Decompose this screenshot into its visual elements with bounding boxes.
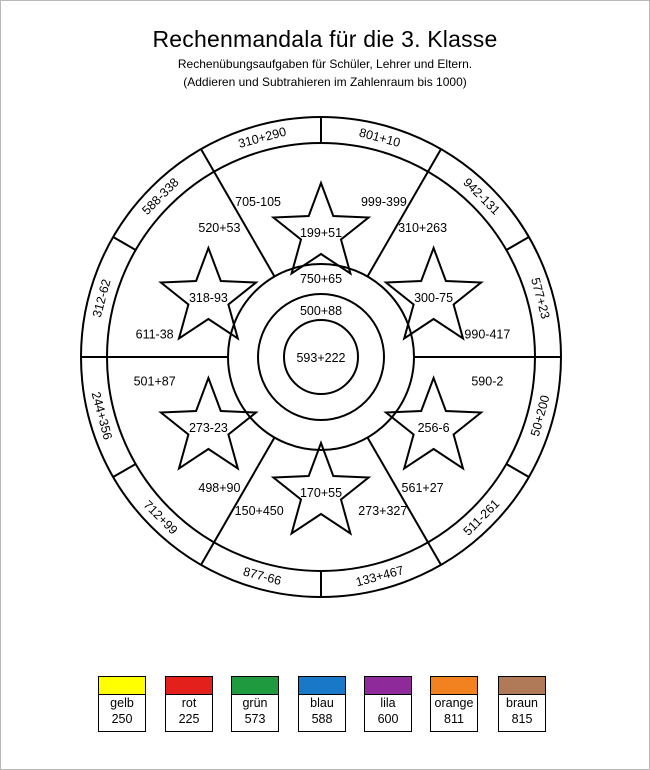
page-title: Rechenmandala für die 3. Klasse <box>152 26 498 52</box>
star-task: 273-23 <box>188 421 228 435</box>
outer-ring-task: 511-261 <box>460 496 503 539</box>
outer-ring-task: 50+200 <box>528 393 553 438</box>
color-name: gelb <box>110 696 134 710</box>
outer-ring-task: 942-131 <box>460 175 503 218</box>
sector-task: 310+263 <box>398 220 448 235</box>
outer-ring-task: 133+467 <box>354 563 406 590</box>
sector-task: 501+87 <box>133 374 176 389</box>
legend-item-blau <box>298 676 346 732</box>
color-swatch <box>166 677 212 695</box>
outer-ring-task: 712+99 <box>140 497 181 538</box>
star-task: 256-6 <box>417 421 450 435</box>
color-swatch <box>431 677 477 695</box>
outer-ring-task: 310+290 <box>236 124 288 151</box>
color-value: 815 <box>511 712 533 726</box>
outer-ring-divider <box>506 237 529 250</box>
subtitle-line-1: Rechenübungsaufgaben für Schüler, Lehrer und Eltern. <box>177 57 473 71</box>
outer-ring-divider <box>506 464 529 477</box>
color-value: 573 <box>244 712 266 726</box>
sector-task: 520+53 <box>198 220 241 235</box>
star-task: 318-93 <box>188 291 228 305</box>
star-task: 300-75 <box>414 291 454 305</box>
sector-task: 150+450 <box>234 503 284 518</box>
color-value: 250 <box>111 712 133 726</box>
color-value: 811 <box>444 712 464 726</box>
sector-task: 590-2 <box>471 374 504 389</box>
color-name: orange <box>434 696 474 710</box>
outer-ring-divider <box>113 237 136 250</box>
legend-item-gruen <box>231 676 279 732</box>
color-value: 588 <box>311 712 333 726</box>
middle-ring-task: 500+88 <box>299 304 343 318</box>
color-swatch <box>365 677 411 695</box>
outer-ring-task: 588-338 <box>139 175 182 218</box>
color-legend <box>0 676 650 736</box>
star-task: 170+55 <box>299 486 343 500</box>
color-name: braun <box>506 696 538 710</box>
sector-task: 611-38 <box>135 327 174 342</box>
outer-ring-task: 244+356 <box>88 390 115 442</box>
center-ring-task: 750+65 <box>299 272 343 286</box>
sector-task: 498+90 <box>198 481 241 496</box>
color-name: lila <box>380 696 396 710</box>
subtitle-line-2: (Addieren und Subtrahieren im Zahlenraum bis 1000) <box>183 75 467 89</box>
color-swatch <box>232 677 278 695</box>
outer-ring-divider <box>113 464 136 477</box>
outer-ring-task: 877-66 <box>241 564 283 589</box>
legend-item-orange <box>430 676 478 732</box>
color-name: blau <box>310 696 334 710</box>
legend-item-braun <box>498 676 546 732</box>
star-task: 199+51 <box>299 226 343 240</box>
sector-task: 273+327 <box>358 503 408 518</box>
outer-ring-divider <box>428 149 441 172</box>
color-swatch <box>99 677 145 695</box>
outer-ring-divider <box>201 149 214 172</box>
sector-task: 705-105 <box>235 195 282 210</box>
color-value: 600 <box>377 712 399 726</box>
core-task: 593+222 <box>296 351 346 365</box>
sector-task: 561+27 <box>401 481 444 496</box>
outer-ring-task: 801+10 <box>357 125 402 150</box>
outer-ring-divider <box>201 542 214 565</box>
color-name: grün <box>242 696 268 710</box>
legend-item-gelb <box>98 676 146 732</box>
legend-item-rot <box>165 676 213 732</box>
sector-task: 999-399 <box>360 195 407 210</box>
color-swatch <box>299 677 345 695</box>
legend-item-lila <box>364 676 412 732</box>
color-value: 225 <box>178 712 200 726</box>
sector-task: 990-417 <box>464 327 511 342</box>
outer-ring-task: 312-62 <box>89 277 114 319</box>
outer-ring-task: 577+23 <box>528 276 553 321</box>
color-name: rot <box>181 696 197 710</box>
color-swatch <box>499 677 545 695</box>
outer-ring-divider <box>428 542 441 565</box>
